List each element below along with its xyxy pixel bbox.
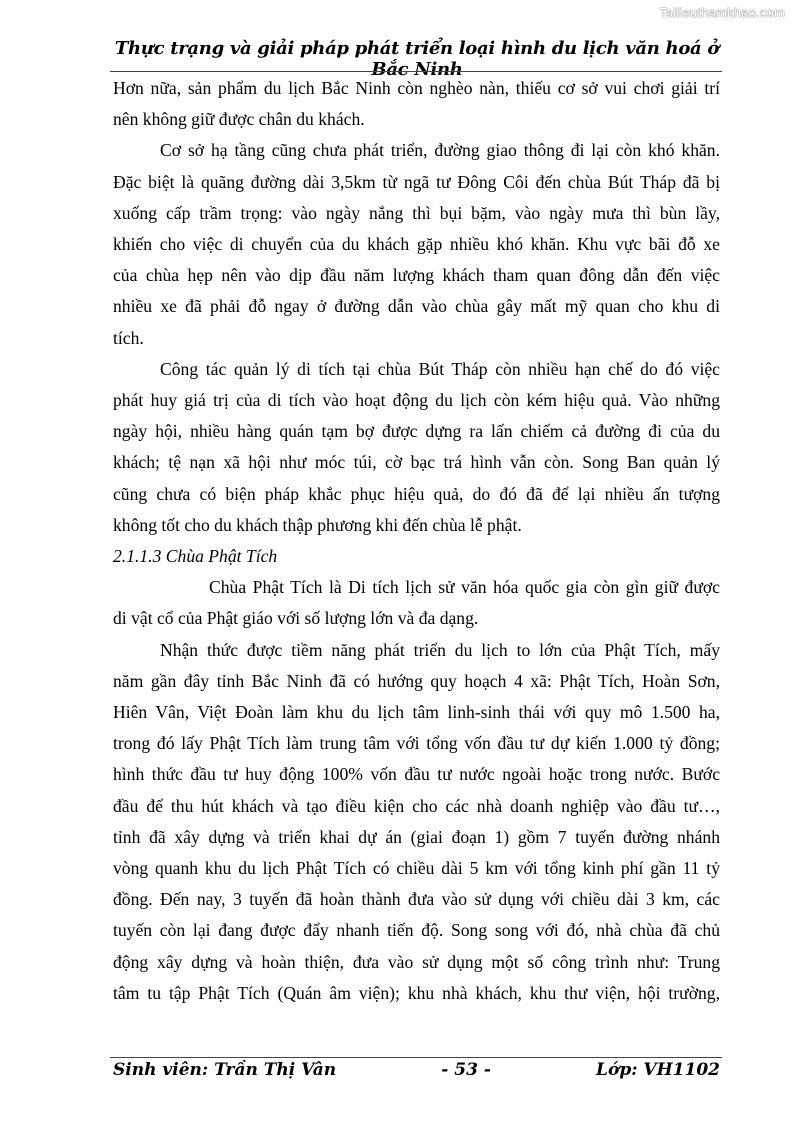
text-line: nhiều xe đã phải đỗ ngay ở đường dẫn vào chùa gây mất mỹ quan cho khu di: [113, 296, 720, 317]
text-line: cũng chưa có biện pháp khắc phục hiệu quả, do đó đã để lại nhiều ấn tượng: [113, 483, 720, 504]
text-line: Nhận thức được tiềm năng phát triển du lịch to lớn của Phật Tích, mấy: [160, 639, 720, 660]
paragraph: [113, 635, 720, 1009]
text-line: tỉnh đã xây dựng và triển khai dự án (giai đoạn 1) gồm 7 tuyến đường nhánh: [113, 826, 720, 847]
running-header: Thực trạng và giải pháp phát triển loại hình du lịch văn hoá ở Bắc Ninh: [114, 38, 720, 80]
text-line: di vật cổ của Phật giáo với số lượng lớn và đa dạng.: [113, 608, 479, 629]
text-line: Đặc biệt là quãng đường dài 3,5km từ ngã tư Đông Côi đến chùa Bút Tháp đã bị: [113, 171, 720, 192]
paragraph: [113, 73, 720, 135]
footer-rule: [110, 1057, 722, 1058]
header-rule: [110, 71, 722, 72]
text-line: năm gần đây tỉnh Bắc Ninh đã có hướng quy hoạch 4 xã: Phật Tích, Hoàn Sơn,: [113, 670, 720, 691]
text-line: vòng quanh khu du lịch Phật Tích có chiều dài 5 km với tổng kinh phí gần 11 tỷ: [113, 858, 720, 879]
text-line: tuyến còn lại đang được đẩy nhanh tiến độ. Song song với đó, nhà chùa đã chủ: [113, 920, 720, 941]
text-line: không tốt cho du khách thập phương khi đến chùa lễ phật.: [113, 514, 522, 535]
section-heading: [113, 541, 720, 572]
footer-class: Lớp: VH1102: [596, 1060, 720, 1080]
text-line: Chùa Phật Tích là Di tích lịch sử văn hóa quốc gia còn gìn giữ được: [209, 577, 720, 598]
text-line: đồng. Đến nay, 3 tuyến đã hoàn thành đưa vào sử dụng với chiều dài 3 km, các: [113, 889, 720, 910]
paragraph: [113, 572, 720, 634]
text-line: trong đó lấy Phật Tích làm trung tâm với tổng vốn đầu tư dự kiến 1.000 tỷ đồng;: [113, 733, 720, 754]
text-line: khiến cho việc di chuyển của du khách gặp nhiều khó khăn. Khu vực bãi đỗ xe: [113, 234, 720, 255]
paragraph: [113, 354, 720, 541]
paragraph: [113, 135, 720, 353]
text-line: nên không giữ được chân du khách.: [113, 109, 365, 130]
text-line: khách; tệ nạn xã hội như móc túi, cờ bạc trá hình vẫn còn. Song Ban quản lý: [113, 452, 720, 473]
watermark: Tailieuthamkhao.com: [659, 5, 785, 20]
text-line: đầu để thu hút khách và tạo điều kiện cho các nhà doanh nghiệp vào đầu tư…,: [113, 795, 720, 816]
footer-student: Sinh viên: Trần Thị Vân: [113, 1060, 337, 1080]
text-line: tích.: [113, 327, 144, 348]
text-line: Hiên Vân, Việt Đoàn làm khu du lịch tâm linh-sinh thái với quy mô 1.500 ha,: [113, 702, 720, 723]
text-line: Cơ sở hạ tầng cũng chưa phát triển, đường giao thông đi lại còn khó khăn.: [160, 140, 720, 161]
text-line: của chùa hẹp nên vào dịp đầu năm lượng khách tham quan đông dẫn đến việc: [113, 265, 720, 286]
text-line: 2.1.1.3 Chùa Phật Tích: [113, 546, 278, 567]
text-line: động xây dựng và hoàn thiện, đưa vào sử dụng một số công trình như: Trung: [113, 951, 720, 972]
text-line: phát huy giá trị của di tích vào hoạt động du lịch còn kém hiệu quả. Vào những: [113, 390, 720, 411]
page-number: - 53 -: [441, 1060, 491, 1080]
text-line: xuống cấp trầm trọng: vào ngày nắng thì bụi bặm, vào ngày mưa thì bùn lầy,: [113, 202, 720, 223]
document-body: [113, 73, 720, 1009]
text-line: tâm tu tập Phật Tích (Quán âm viện); khu nhà khách, khu thư viện, hội trường,: [113, 982, 720, 1003]
running-footer: [113, 1060, 720, 1080]
text-line: Công tác quản lý di tích tại chùa Bút Tháp còn nhiều hạn chế do đó việc: [160, 358, 720, 379]
text-line: hình thức đầu tư huy động 100% vốn đầu tư nước ngoài hoặc trong nước. Bước: [113, 764, 720, 785]
text-line: ngày hội, nhiều hàng quán tạm bợ được dựng ra lấn chiếm cả đường đi của du: [113, 421, 720, 442]
text-line: Hơn nữa, sản phẩm du lịch Bắc Ninh còn nghèo nàn, thiếu cơ sở vui chơi giải trí: [113, 78, 720, 98]
